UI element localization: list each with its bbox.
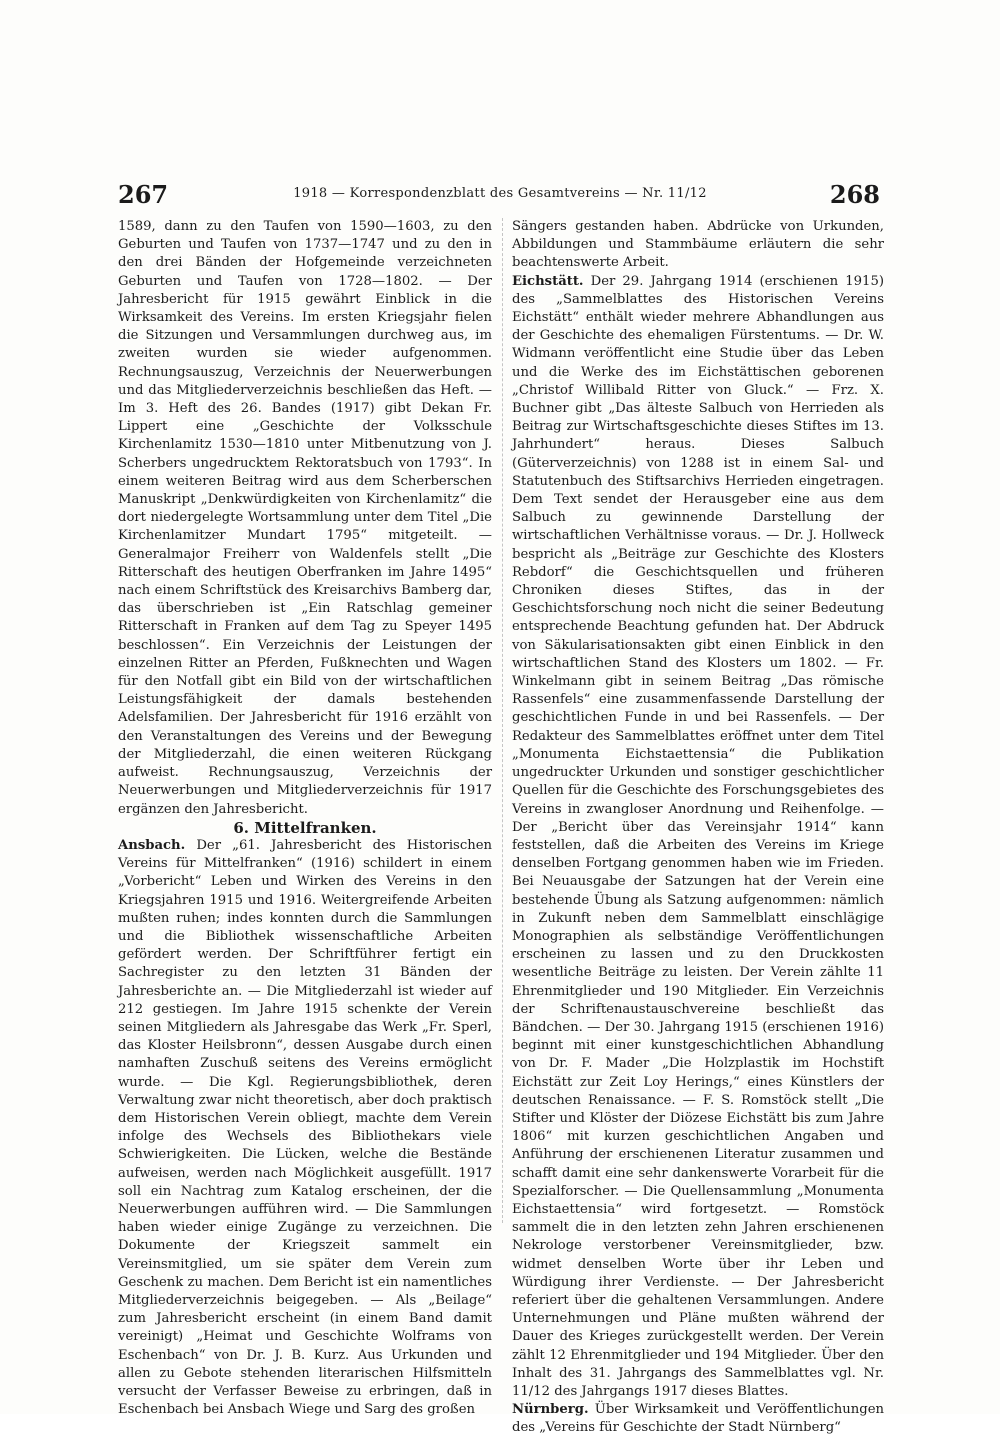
- left-column: [118, 218, 492, 1419]
- ansbach-text: Der „61. Jahresbericht des Historischen Vereins für Mittelfranken“ (1916) schildert in einem „Vorbericht“ Leben und Wirken des Vereins in den Kriegsjahren 1915 und 1916. Weitergreifende Arbeiten mußten ruhen; indes konnten durch die Sammlungen und die Bibliothek wissenschaftliche Arbeiten gefördert werden. Der Schriftführer fertigt ein Sachregister zu den letzten 31 Bänden der Jahresberichte an. — Die Mitgliederzahl ist wieder auf 212 gestiegen. Im Jahre 1915 schenkte der Verein seinen Mitgliedern als Jahresgabe das Werk „Fr. Sperl, das Kloster Heilsbronn“, dessen Ausgabe durch einen namhaften Zuschuß seitens des Vereins ermöglicht wurde. — Die Kgl. Regierungsbibliothek, deren Verwaltung zwar nicht theoretisch, aber doch praktisch dem Historischen Verein obliegt, machte dem Verein infolge des Wechsels des Bibliothekars viele Schwierigkeiten. Die Lücken, welche die Bestände aufweisen, werden nach Möglichkeit ausgefüllt. 1917 soll ein Nachtrag zum Katalog erscheinen, der die Neuerwerbungen aufführen wird. — Die Sammlungen haben wieder einige Zugänge zu verzeichnen. Die Dokumente der Kriegszeit sammelt ein Vereinsmitglied, um sie später dem Verein zum Geschenk zu machen. Dem Bericht ist ein namentliches Mitgliederverzeichnis beigegeben. — Als „Beilage“ zum Jahresbericht erscheint (in einem Band damit vereinigt) „Heimat und Geschichte Wolframs von Eschenbach“ von Dr. J. B. Kurz. Aus Urkunden und allen zu Gebote stehenden literarischen Hilfsmitteln versucht der Verfasser Beweise zu erbringen, daß in Eschenbach bei Ansbach Wiege und Sarg des großen: [118, 837, 492, 1418]
- left-paragraph-ansbach: [118, 837, 492, 1420]
- page-number-left: 267: [118, 180, 169, 209]
- running-title: 1918 — Korrespondenzblatt des Gesamtvereins — Nr. 11/12: [293, 186, 707, 201]
- place-name-nuernberg: Nürnberg.: [512, 1402, 589, 1418]
- page-number-right: 268: [829, 180, 880, 209]
- column-divider: [502, 218, 504, 1223]
- nuernberg-text: Über Wirksamkeit und Veröffentlichungen des „Vereins für Geschichte der Stadt Nürnberg“: [512, 1402, 884, 1436]
- right-paragraph-1: Sängers gestanden haben. Abdrücke von Urkunden, Abbildungen und Stammbäume erläutern die sehr beachtenswerte Arbeit.: [512, 219, 884, 271]
- place-name-ansbach: Ansbach.: [118, 837, 186, 853]
- left-paragraph-1: 1589, dann zu den Taufen von 1590—1603, zu den Geburten und Taufen von 1737—1747 und zu den in den drei Bänden der Hofgemeinde verzeichneten Geburten und Taufen von 1728—1802. — Der Jahresbericht für 1915 gewährt Einblick in die Wirksamkeit des Vereins. Im ersten Kriegsjahr fielen die Sitzungen und Versammlungen durchweg aus, im zweiten wurden sie wieder aufgenommen. Rechnungsauszug, Verzeichnis der Neuerwerbungen und das Mitgliederverzeichnis beschließen das Heft. — Im 3. Heft des 26. Bandes (1917) gibt Dekan Fr. Lippert eine „Geschichte der Volksschule Kirchenlamitz 1530—1810 unter Mitbenutzung von J. Scherbers ungedrucktem Rektoratsbuch von 1793“. In einem weiteren Beitrag wird aus dem Scherberschen Manuskript „Denkwürdigkeiten von Kirchenlamitz“ die dort niedergelegte Wortsammlung unter dem Titel „Die Kirchenlamitzer Mundart 1795“ mitgeteilt. — Generalmajor Freiherr von Waldenfels stellt „Die Ritterschaft des heutigen Oberfranken im Jahre 1495“ nach einem Schriftstück des Kreisarchivs Bamberg dar, das überschrieben ist „Ein Ratschlag gemeiner Ritterschaft in Franken auf dem Tag zu Speyer 1495 beschlossen“. Ein Verzeichnis der Leistungen der einzelnen Ritter an Pferden, Fußknechten und Wagen für den Notfall gibt ein Bild von der wirtschaftlichen Leistungsfähigkeit der damals bestehenden Adelsfamilien. Der Jahresbericht für 1916 erzählt von den Veranstaltungen des Vereins und der Bewegung der Mitgliederzahl, die einen weiteren Rückgang aufweist. Rechnungsauszug, Verzeichnis der Neuerwerbungen und Mitgliederverzeichnis für 1917 ergänzen den Jahresbericht.: [118, 219, 492, 817]
- eichstaett-text: Der 29. Jahrgang 1914 (erschienen 1915) des „Sammelblattes des Historischen Vereins Eichstätt“ enthält wieder mehrere Abhandlungen aus der Geschichte des ehemaligen Fürstentums. — Dr. W. Widmann veröffentlicht eine Studie über das Leben und die Werke des im Eichstättischen geborenen „Christof Willibald Ritter von Gluck.“ — Frz. X. Buchner gibt „Das älteste Salbuch von Herrieden als Beitrag zur Wirtschaftsgeschichte dieses Stiftes im 13. Jahrhundert“ heraus. Dieses Salbuch (Güterverzeichnis) von 1288 ist in einem Sal- und Statutenbuch des Stiftsarchivs Herrieden eingetragen. Dem Text sendet der Herausgeber eine aus dem Salbuch zu gewinnende Darstellung der wirtschaftlichen Verhältnisse voraus. — Dr. J. Hollweck bespricht als „Beiträge zur Geschichte des Klosters Rebdorf“ die Geschichtsquellen und früheren Chroniken dieses Stiftes, das in der Geschichtsforschung noch nicht die seiner Bedeutung entsprechende Beachtung gefunden hat. Der Abdruck von Säkularisationsakten gibt einen Einblick in den wirtschaftlichen Stand des Klosters um 1802. — Fr. Winkelmann gibt in seinem Beitrag „Das römische Rassenfels“ eine zusammenfassende Darstellung der geschichtlichen Funde in und bei Rassenfels. — Der Redakteur des Sammelblattes eröffnet unter dem Titel „Monumenta Eichstaettensia“ die Publikation ungedruckter Urkunden und sonstiger geschichtlicher Quellen für die Geschichte des Forschungsgebietes des Vereins in zwangloser Anordnung und Reihenfolge. — Der „Bericht über das Vereinsjahr 1914“ kann feststellen, daß die Arbeiten des Vereins im Kriege denselben Fortgang genommen haben wie im Frieden. Bei Neuausgabe der Satzungen hat der Verein eine bestehende Übung als Satzung aufgenommen: nämlich in Zukunft neben dem Sammelblatt einschlägige Monographien als selbständige Veröffentlichungen erscheinen zu lassen und zu den Druckkosten wesentliche Beiträge zu leisten. Der Verein zählte 11 Ehrenmitglieder und 190 Mitglieder. Ein Verzeichnis der Schriftenaustauschvereine beschließt das Bändchen. — Der 30. Jahrgang 1915 (erschienen 1916) beginnt mit einer kunstgeschichtlichen Abhandlung von Dr. F. Mader „Die Holzplastik im Hochstift Eichstätt zur Zeit Loy Herings,“ eines Künstlers der deutschen Renaissance. — F. S. Romstöck stellt „Die Stifter und Klöster der Diözese Eichstätt bis zum Jahre 1806“ mit kurzen geschichtlichen Angaben und Anführung der erschienenen Literatur zusammen und schafft damit eine sehr dankenswerte Vorarbeit für die Spezialforscher. — Die Quellensammlung „Monumenta Eichstaettensia“ wird fortgesetzt. — Romstöck sammelt die in den letzten zehn Jahren erschienenen Nekrologe verstorbener Vereinsmitglieder, bzw. widmet denselben Worte über ihr Leben und Würdigung ihrer Verdienste. — Der Jahresbericht referiert über die gehaltenen Versammlungen. Andere Unternehmungen und Pläne mußten während der Dauer des Krieges zurückgestellt werden. Der Verein zählt 12 Ehrenmitglieder und 194 Mitglieder. Über den Inhalt des 31. Jahrgangs des Sammelblattes vgl. Nr. 11/12 des Jahrgangs 1917 dieses Blattes.: [512, 273, 884, 1399]
- section-heading-mittelfranken: 6. Mittelfranken.: [233, 818, 377, 837]
- right-column: [512, 218, 884, 1438]
- place-name-eichstaett: Eichstätt.: [512, 273, 584, 289]
- right-paragraph-nuernberg: [512, 1401, 884, 1437]
- right-paragraph-eichstaett: [512, 273, 884, 1402]
